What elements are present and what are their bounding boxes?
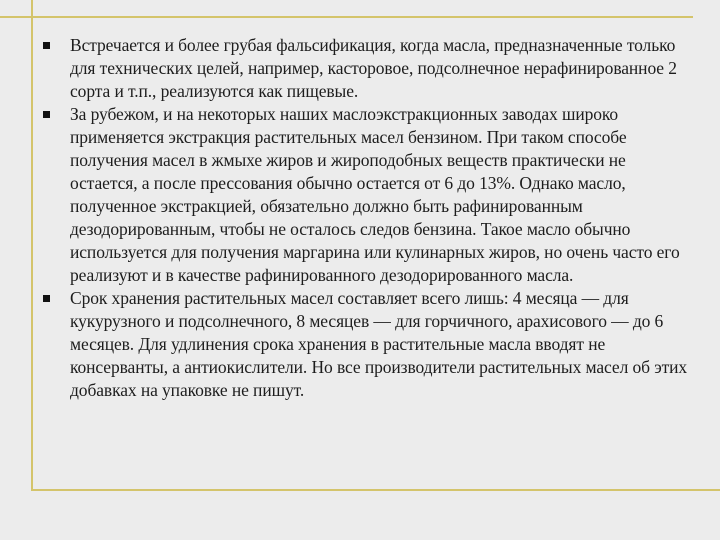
- bullet-text-1: Встречается и более грубая фальсификация, когда масла, предназначенные только для технических целей, например, касторовое, подсолнечное нерафинированное 2 сорта и т.п., реализуются как пищевые.: [70, 35, 677, 101]
- left-accent-line: [31, 0, 33, 491]
- bullet-text-2: За рубежом, и на некоторых наших маслоэкстракционных заводах широко применяется экстракция растительных масел бензином. При таком способе получения масел в жмыхе жиров и жироподобных веществ практически не остается, а после прессования обычно остается от 6 до 13%. Однако масло, полученное экстракцией, обязательно должно быть рафинированным дезодорированным, чтобы не осталось следов бензина. Такое масло обычно используется для получения маргарина или кулинарных жиров, но очень часто его реализуют и в качестве рафинированного дезодорированного масла.: [70, 104, 680, 285]
- bullet-item-2: [40, 103, 692, 287]
- bullet-item-3: [40, 287, 692, 402]
- bottom-accent-line: [31, 489, 720, 491]
- square-bullet-icon: [43, 42, 50, 49]
- bullet-text-3: Срок хранения растительных масел составляет всего лишь: 4 месяца — для кукурузного и подсолнечного, 8 месяцев — для горчичного, арахисового — до 6 месяцев. Для удлинения срока хранения в растительные масла вводят не консерванты, а антиокислители. Но все производители растительных масел об этих добавках на упаковке не пишут.: [70, 288, 688, 400]
- square-bullet-icon: [43, 111, 50, 118]
- top-accent-line: [0, 16, 693, 18]
- bullet-item-1: [40, 34, 692, 103]
- square-bullet-icon: [43, 295, 50, 302]
- slide-content: [40, 34, 692, 402]
